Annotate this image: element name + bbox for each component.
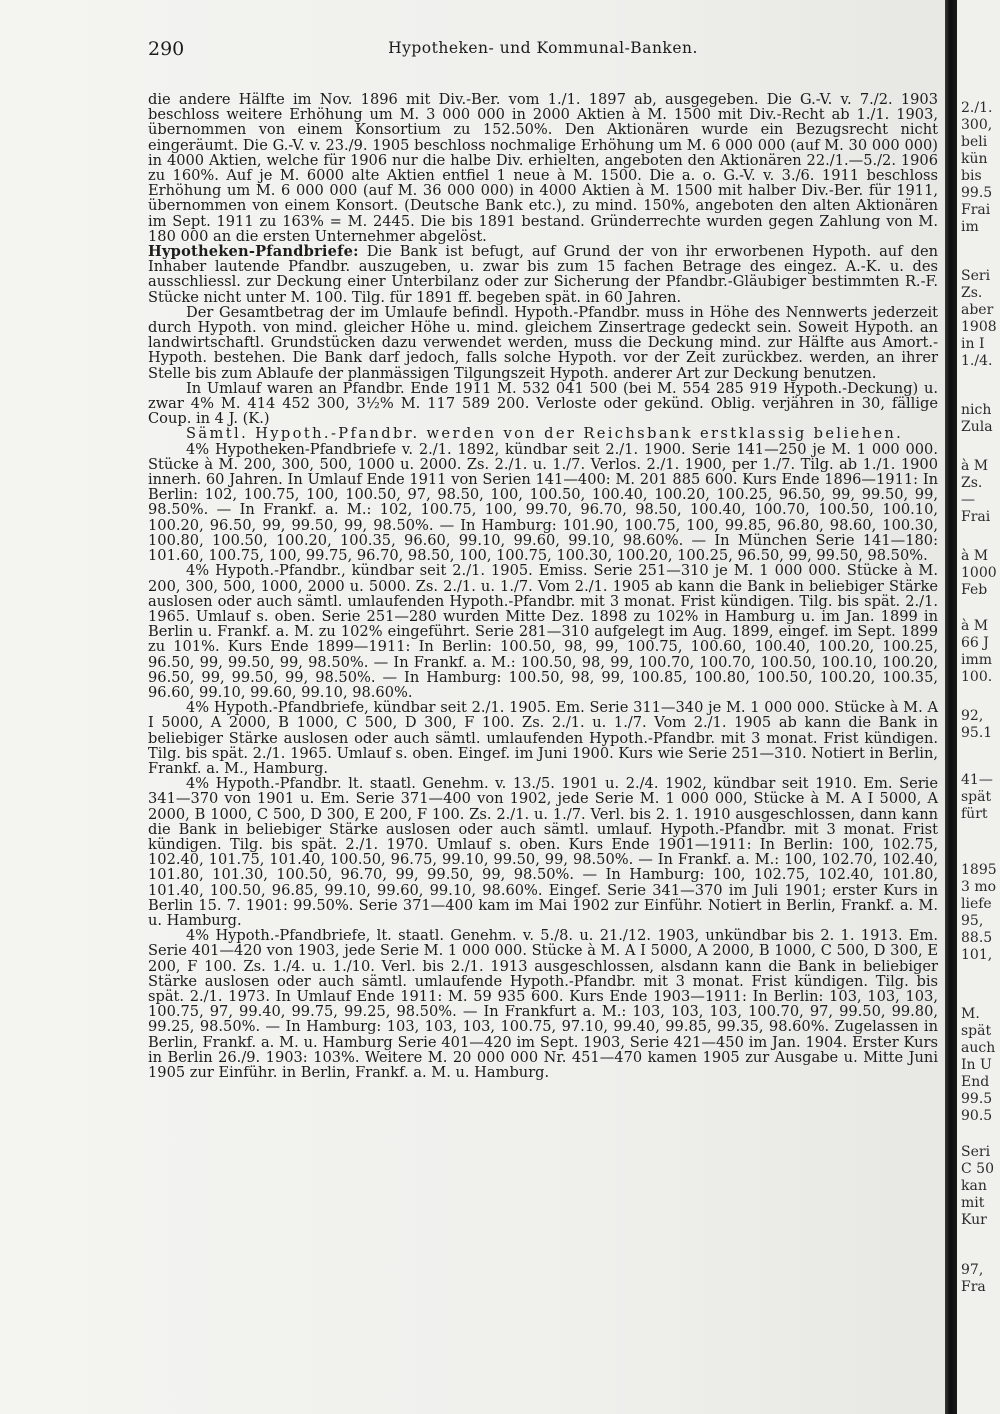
facing-page-fragment: 88.5 (961, 930, 993, 946)
facing-page-fragment: 66 J (961, 635, 989, 651)
paragraph-serie-401-470: 4% Hypoth.-Pfandbriefe, lt. staatl. Genehm. v. 5./8. u. 21./12. 1903, unkündbar bis 2. 1. 1913. Em. Serie 401—420 von 1903, jede Serie M. 1 000 000. Stücke à M. A I 5000, A 2000, B 1000, C 500, D 300, E 200, F 100. Zs. 1./4. u. 1./10. Verl. bis 2./1. 1913 ausgeschlossen, alsdann kann die Bank in beliebiger Stärke auslosen oder auch sämtl. umlaufende Hypoth.-Pfandbr. mit 3 monat. Frist kündigen. Tilg. bis spät. 2./1. 1973. In Umlauf Ende 1911: M. 59 935 600. Kurs Ende 1903—1911: In Berlin: 103, 103, 103, 100.75, 97, 99.40, 99.75, 99.25, 98.50%. — In Frankfurt a. M.: 103, 103, 103, 100.70, 97, 99.50, 99.80, 99.25, 98.50%. — In Hamburg: 103, 103, 103, 100.75, 97.10, 99.40, 99.85, 99.35, 98.60%. Zugelassen in Berlin, Frankf. a. M. u. Hamburg Serie 401—420 im Sept. 1903, Serie 421—450 im Jan. 1904. Erster Kurs in Berlin 26./9. 1903: 103%. Weitere M. 20 000 000 Nr. 451—470 kamen 1905 zur Ausgabe u. Mitte Juni 1905 zur Einführ. in Berlin, Frankf. a. M. u. Hamburg. (148, 927, 938, 1081)
facing-page-fragment: 99.5 (961, 1091, 993, 1107)
paragraph-pfandbriefe-intro (148, 244, 938, 305)
page-header (148, 38, 938, 66)
facing-page-fragment: 95.1 (961, 725, 993, 741)
facing-page-fragment: in I (961, 336, 985, 352)
facing-page-fragment: kan (961, 1178, 987, 1194)
facing-page-fragment: 1000 (961, 565, 997, 581)
section-heading: Hypotheken-Pfandbriefe: (148, 243, 359, 261)
facing-page-fragment: M. (961, 1006, 980, 1022)
facing-page-fragment: In U (961, 1057, 992, 1073)
facing-page-fragment: im (961, 219, 979, 235)
facing-page-fragment: Fra (961, 1279, 986, 1295)
facing-page-fragment: 1./4. (961, 353, 993, 369)
facing-page-fragment: 90.5 (961, 1108, 993, 1124)
facing-page-fragment: Zs. (961, 475, 983, 491)
facing-page-fragment: 1895 (961, 862, 997, 878)
facing-page-fragment: kün (961, 151, 988, 167)
facing-page-fragment: End (961, 1074, 990, 1090)
facing-page-fragment: Kur (961, 1212, 987, 1228)
facing-page-fragment: 100. (961, 669, 993, 685)
facing-page-fragment: à M (961, 618, 989, 634)
facing-page-fragment: 300, (961, 117, 993, 133)
facing-page-fragment: 1908 (961, 319, 997, 335)
facing-page-fragment: imm (961, 652, 993, 668)
running-title: Hypotheken- und Kommunal-Banken. (388, 39, 698, 57)
paragraph-text: Die Bank ist befugt, auf Grund der von ihr erworbenen Hypoth. auf den Inhaber lautende Pfandbr. auszugeben, u. zwar bis zum 15 fachen Betrage des eingez. A.-K. u. des ausschliessl. zur Deckung einer Unterbilanz oder zur Sicherung der Pfandbr.-Gläubiger bestimmten R.-F. Stücke nicht unter M. 100. Tilg. für 1891 ff. begeben spät. in 60 Jahren. (148, 243, 938, 306)
facing-page-fragment: 41— (961, 772, 993, 788)
facing-page-fragment: spät (961, 789, 992, 805)
facing-page-fragment: C 50 (961, 1161, 994, 1177)
facing-page-fragment: 101, (961, 947, 993, 963)
facing-page-fragment: liefe (961, 896, 992, 912)
facing-page-fragment: — (961, 492, 975, 508)
paragraph-serie-141-250: 4% Hypotheken-Pfandbriefe v. 2./1. 1892, kündbar seit 2./1. 1900. Serie 141—250 je M. 1 000 000. Stücke à M. 200, 300, 500, 1000 u. 2000. Zs. 2./1. u. 1./7. Verlos. 2./1. 1900, per 1./7. Tilg. ab 1./1. 1900 innerh. 60 Jahren. In Umlauf Ende 1911 von Serien 141—400: M. 201 885 600. Kurs Ende 1896—1911: In Berlin: 102, 100.75, 100, 100.50, 97, 98.50, 100, 100.50, 100.40, 100.20, 100.25, 96.50, 99, 99.50, 99, 98.50%. — In Frankf. a. M.: 102, 100.75, 100, 99.70, 96.70, 98.50, 100.40, 100.70, 100.50, 100.10, 100.20, 96.50, 99, 99.50, 99, 98.50%. — In Hamburg: 101.90, 100.75, 100, 99.85, 96.80, 98.60, 100.30, 100.80, 100.50, 100.20, 100.35, 96.60, 99.10, 99.60, 99.10, 98.60%. — In München Serie 141—180: 101.60, 100.75, 100, 99.75, 96.70, 98.50, 100, 100.75, 100.30, 100.20, 100.25, 96.50, 99, 99.50, 98.50%. (148, 440, 938, 565)
article-body (148, 92, 938, 1080)
facing-page-fragment: à M (961, 548, 989, 564)
facing-page-fragment: spät (961, 1023, 992, 1039)
facing-page-fragment: Frai (961, 509, 991, 525)
paragraph-serie-341-400: 4% Hypoth.-Pfandbr. lt. staatl. Genehm. v. 13./5. 1901 u. 2./4. 1902, kündbar seit 1910. Em. Serie 341—370 von 1901 u. Em. Serie 371—400 von 1902, jede Serie M. 1 000 000, Stücke à M. A I 5000, A 2000, B 1000, C 500, D 300, E 200, F 100. Zs. 2./1. u. 1./7. Verl. bis 2. 1. 1910 ausgeschlossen, dann kann die Bank in beliebiger Stärke auslosen oder auch sämtl. umlauf. Hypoth.-Pfandbr. mit 3 monat. Frist kündigen. Tilg. bis spät. 2./1. 1970. Umlauf s. oben. Kurs Ende 1901—1911: In Berlin: 100, 102.75, 102.40, 101.75, 101.40, 100.50, 96.75, 99.10, 99.50, 99, 98.50%. — In Frankf. a. M.: 100, 102.70, 102.40, 101.80, 101.30, 100.50, 96.70, 99, 99.50, 99, 98.50%. — In Hamburg: 100, 102.75, 102.40, 101.80, 101.40, 100.50, 96.85, 99.10, 99.60, 99.10, 98.60%. Eingef. Serie 341—370 im Juli 1901; erster Kurs in Berlin 15. 7. 1901: 99.50%. Serie 371—400 kam im Mai 1902 zur Einführ. Notiert in Berlin, Frankf. a. M. u. Hamburg. (148, 775, 938, 929)
facing-page-fragment: 2./1. (961, 100, 993, 116)
facing-page-fragment: 92, (961, 708, 984, 724)
facing-page-fragment: bis (961, 168, 982, 184)
facing-page-edge (957, 0, 1000, 1414)
facing-page-fragment: 3 mo (961, 879, 997, 895)
paragraph-deckung: Der Gesamtbetrag der im Umlaufe befindl. Hypoth.-Pfandbr. muss in Höhe des Nennwerts jederzeit durch Hypoth. von mind. gleicher Höhe u. mind. gleichem Zinsertrage gedeckt sein. Soweit Hypoth. an landwirtschaftl. Grundstücken dazu verwendet werden, muss die Deckung mind. zur Hälfte aus Amort.-Hypoth. bestehen. Die Bank darf jedoch, falls solche Hypoth. vor der Zeit zurückbez. werden, an ihrer Stelle bis zum Ablaufe der planmässigen Tilgungszeit Hypoth. anderer Art zur Deckung benutzen. (148, 303, 938, 382)
binding-gutter (945, 0, 957, 1414)
page-number: 290 (148, 38, 185, 60)
facing-page-fragment: Frai (961, 202, 991, 218)
facing-page-fragment: nich (961, 402, 992, 418)
facing-page-fragment: mit (961, 1195, 985, 1211)
facing-page-fragment: beli (961, 134, 988, 150)
facing-page-fragment: 97, (961, 1262, 984, 1278)
paragraph-serie-311-340: 4% Hypoth.-Pfandbriefe, kündbar seit 2./1. 1905. Em. Serie 311—340 je M. 1 000 000. Stücke à M. A I 5000, A 2000, B 1000, C 500, D 300, F 100. Zs. 2./1. u. 1./7. Vom 2./1. 1905 ab kann die Bank in beliebiger Stärke auslosen oder auch sämtl. umlaufenden Hypoth.-Pfandbr. mit 3 monat. Frist kündigen. Tilg. bis spät. 2./1. 1965. Umlauf s. oben. Eingef. im Juni 1900. Kurs wie Serie 251—310. Notiert in Berlin, Frankf. a. M., Hamburg. (148, 699, 938, 777)
facing-page-fragment: Seri (961, 268, 991, 284)
facing-page-fragment: Seri (961, 1144, 991, 1160)
paragraph-reichsbank-note: Sämtl. Hypoth.-Pfandbr. werden von der Reichsbank erstklassig beliehen. (186, 425, 904, 443)
facing-page-fragment: fürt (961, 806, 988, 822)
paragraph-serie-251-310: 4% Hypoth.-Pfandbr., kündbar seit 2./1. 1905. Emiss. Serie 251—310 je M. 1 000 000. Stücke à M. 200, 300, 500, 1000, 2000 u. 5000. Zs. 2./1. u. 1./7. Vom 2./1. 1905 ab kann die Bank in beliebiger Stärke auslosen oder auch sämtl. umlaufenden Hypoth.-Pfandbr. mit 3 monat. Frist kündigen. Tilg. bis spät. 2./1. 1965. Umlauf s. oben. Serie 251—280 wurden Mitte Dez. 1898 zu 102% in Hamburg u. im Jan. 1899 in Berlin u. Frankf. a. M. zu 102% eingeführt. Serie 281—310 aufgelegt im Aug. 1899, eingef. im Sept. 1899 zu 101%. Kurs Ende 1899—1911: In Berlin: 100.50, 98, 99, 100.75, 100.60, 100.40, 100.20, 100.25, 96.50, 99, 99.50, 99, 98.50%. — In Frankf. a. M.: 100.50, 98, 99, 100.70, 100.70, 100.50, 100.10, 100.20, 96.50, 99, 99.50, 99, 98.50%. — In Hamburg: 100.50, 98, 99, 100.85, 100.80, 100.50, 100.20, 100.35, 96.60, 99.10, 99.60, 99.10, 98.60%. (148, 562, 938, 701)
facing-page-fragment: aber (961, 302, 994, 318)
facing-page-fragment: 99.5 (961, 185, 993, 201)
facing-page-fragment: 95, (961, 913, 984, 929)
paragraph-umlauf: In Umlauf waren an Pfandbr. Ende 1911 M. 532 041 500 (bei M. 554 285 919 Hypoth.-Deckung) u. zwar 4% M. 414 452 300, 3½% M. 117 589 200. Verloste oder gekünd. Oblig. verjähren in 30, fällige Coup. in 4 J. (K.) (148, 379, 938, 428)
facing-page-fragment: Zs. (961, 285, 983, 301)
paragraph-capital-history: die andere Hälfte im Nov. 1896 mit Div.-Ber. vom 1./1. 1897 ab, ausgegeben. Die G.-V. v. 7./2. 1903 beschloss weitere Erhöhung um M. 3 000 000 in 2000 Aktien à M. 1500 mit Div.-Recht ab 1./1. 1903, übernommen von einem Konsortium zu 152.50%. Den Aktionären wurde ein Bezugsrecht nicht eingeräumt. Die G.-V. v. 23./9. 1905 beschloss nochmalige Erhöhung um M. 6 000 000 (auf M. 30 000 000) in 4000 Aktien, welche für 1906 nur die halbe Div. erhielten, angeboten den Aktionären 22./1.—5./2. 1906 zu 160%. Auf je M. 6000 alte Aktien entfiel 1 neue à M. 1500. Die a. o. G.-V. v. 3./6. 1911 beschloss Erhöhung um M. 6 000 000 (auf M. 36 000 000) in 4000 Aktien à M. 1500 mit halber Div.-Ber. für 1911, übernommen von einem Konsort. (Deutsche Bank etc.), zu mind. 150%, angeboten den alten Aktionären im Sept. 1911 zu 163% = M. 2445. Die bis 1891 bestand. Gründerrechte wurden gegen Zahlung von M. 180 000 an die ersten Unternehmer abgelöst. (148, 91, 938, 245)
facing-page-fragment: à M (961, 458, 989, 474)
facing-page-fragment: Feb (961, 582, 988, 598)
facing-page-fragment: auch (961, 1040, 996, 1056)
facing-page-fragment: Zula (961, 419, 993, 435)
